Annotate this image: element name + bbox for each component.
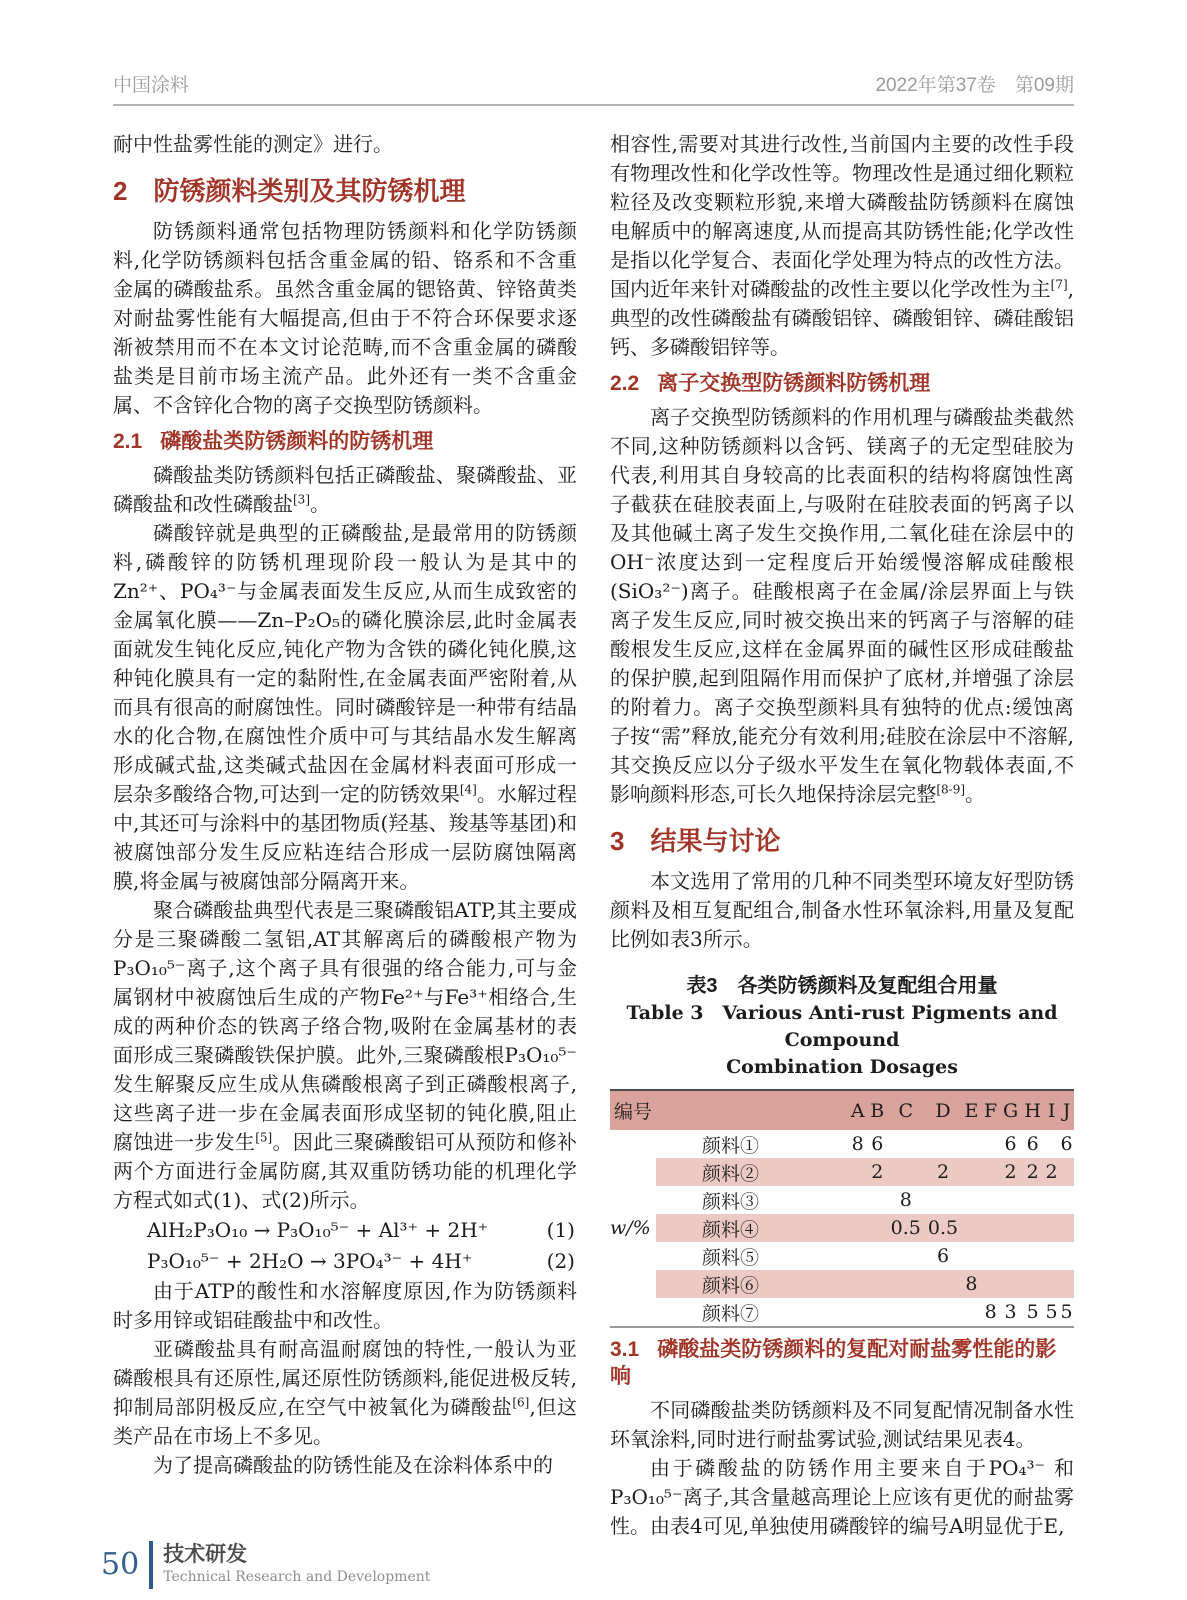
table3-dosage-cell: 6 <box>1060 1133 1073 1155</box>
table3-dosage-cell <box>1044 1270 1059 1298</box>
table3-dosage-cell: 5 <box>1060 1301 1073 1323</box>
section-number: 2.1 <box>113 430 143 453</box>
table3-column-header: E <box>962 1090 982 1130</box>
section-heading-3 <box>610 825 1074 857</box>
paragraph: 不同磷酸盐类防锈颜料及不同复配情况制备水性环氧涂料,同时进行耐盐雾试验,测试结果见表4。 <box>610 1398 1074 1451</box>
paragraph: 聚合磷酸盐典型代表是三聚磷酸铝ATP,其主要成分是三聚磷酸二氢铝,AT其解离后的磷酸根产物为P₃O₁₀⁵⁻离子,这个离子具有很强的络合能力,可与金属钢材中被腐蚀后生成的产物Fe²⁺与Fe³⁺相络合,生成的两种价态的铁离子络合物,吸附在金属基材的表面形成三聚磷酸铁保护膜。此外,三聚磷酸根P₃O₁₀⁵⁻发生解聚反应生成从焦磷酸根离子到正磷酸根离子,这些离子进一步在金属表面形成坚韧的钝化膜,阻止腐蚀进一步发生[5]。因此三聚磷酸铝可从预防和修补两个方面进行金属防腐,其双重防锈功能的机理化学方程式如式(1)、式(2)所示。 <box>113 898 578 1212</box>
table3-unit-spacer <box>610 1186 656 1214</box>
page-number: 50 <box>101 1547 140 1582</box>
table3-dosage-cell <box>981 1214 1000 1242</box>
table3-column-header: C <box>887 1090 924 1130</box>
table3-row <box>610 1298 1074 1327</box>
paragraph: 防锈颜料通常包括物理防锈颜料和化学防锈颜料,化学防锈颜料包括含重金属的铅、铬系和不含重金属的磷酸盐系。虽然含重金属的锶铬黄、锌铬黄类对耐盐雾性能有大幅提高,但由于不符合环保要求逐渐被禁用而不在本文讨论范畴,而不含重金属的磷酸盐类是目前市场主流产品。此外还有一类不含重金属、不含锌化合物的离子交换型防锈颜料。 <box>113 219 577 417</box>
section-number: 2 <box>113 176 128 206</box>
paragraph: 由于ATP的酸性和水溶解度原因,作为防锈颜料时多用锌或铝硅酸盐中和改性。 <box>113 1279 577 1332</box>
section-title: 磷酸盐类防锈颜料的复配对耐盐雾性能的影响 <box>610 1338 1057 1388</box>
equation-number: (1) <box>546 1218 575 1242</box>
table3-dosage-cell <box>867 1298 887 1327</box>
table3-row <box>610 1242 1074 1270</box>
table3-dosage-cell <box>867 1186 887 1214</box>
table3-row-label: 颜料④ <box>656 1214 848 1242</box>
table3-dosage-cell <box>887 1270 924 1298</box>
table3-column-header: A <box>848 1090 867 1130</box>
table3-dosage-cell <box>924 1130 961 1158</box>
table3-dosage-cell <box>981 1242 1000 1270</box>
table3-row-label: 颜料① <box>702 1134 760 1157</box>
table3-dosage-cell: 8 <box>962 1270 982 1298</box>
table3-dosage-cell <box>981 1270 1000 1298</box>
paragraph: 磷酸盐类防锈颜料包括正磷酸盐、聚磷酸盐、亚磷酸盐和改性磷酸盐[3]。 <box>113 463 577 516</box>
table3-title-cn: 表3 各类防锈颜料及复配组合用量 <box>686 975 998 997</box>
table3-dosage-cell <box>1044 1130 1059 1158</box>
table3-dosage-cell <box>887 1242 924 1270</box>
table3-dosage-cell <box>924 1270 961 1298</box>
table3-dosage-cell <box>1059 1270 1074 1298</box>
table3-dosage-cell <box>848 1270 867 1298</box>
equation-2 <box>113 1246 577 1277</box>
section-title: 离子交换型防锈颜料防锈机理 <box>657 372 931 395</box>
table3-dosage-cell <box>1044 1242 1059 1270</box>
table3-dosage-cell: 2 <box>1044 1158 1059 1186</box>
table3-column-header: D <box>924 1090 961 1130</box>
table3-dosage-cell <box>1021 1270 1044 1298</box>
table3-dosage-cell <box>981 1158 1000 1186</box>
table3-dosage-cell: 0.5 <box>924 1214 961 1242</box>
table3-dosage-cell <box>981 1130 1000 1158</box>
page-footer <box>101 1541 1074 1600</box>
table3-unit-spacer <box>610 1130 656 1158</box>
section-number: 3.1 <box>610 1338 640 1361</box>
section-number: 2.2 <box>610 372 640 395</box>
table3-dosage-cell <box>924 1298 961 1327</box>
table3-dosage-cell: 2 <box>924 1158 961 1186</box>
table3-dosage-cell: 8 <box>851 1133 864 1155</box>
table3-row <box>610 1186 1074 1214</box>
table3-dosage-cell: 3 <box>1004 1301 1017 1323</box>
section-heading-2-1 <box>113 428 577 455</box>
footer-section-block <box>163 1543 430 1587</box>
table3-row-label: 颜料⑦ <box>702 1302 760 1325</box>
table3-unit-spacer <box>610 1242 656 1270</box>
table3-header-label: 编号 <box>610 1090 848 1130</box>
table3-dosage-cell <box>1000 1214 1021 1242</box>
table3-column-header: B <box>867 1090 887 1130</box>
footer-divider-bar <box>149 1541 153 1589</box>
paragraph: 为了提高磷酸盐的防锈性能及在涂料体系中的 <box>153 1453 553 1477</box>
two-column-body <box>113 130 1074 1541</box>
table3-dosage-cell <box>1021 1186 1044 1214</box>
table3-dosage-cell <box>1000 1270 1021 1298</box>
table3-dosage-cell: 6 <box>1026 1133 1039 1155</box>
table3-unit-spacer <box>610 1270 656 1298</box>
paragraph: 磷酸锌就是典型的正磷酸盐,是最常用的防锈颜料,磷酸锌的防锈机理现阶段一般认为是其中的Zn²⁺、PO₄³⁻与金属表面发生反应,从而生成致密的金属氧化膜——Zn–P₂O₅的磷化膜涂层,此时金属表面就发生钝化反应,钝化产物为含铁的磷化钝化膜,这种钝化膜具有一定的黏附性,在金属表面严密附着,从而具有很高的耐腐蚀性。同时磷酸锌是一种带有结晶水的化合物,在腐蚀性介质中可与其结晶水发生解离形成碱式盐,这类碱式盐因在金属材料表面可形成一层杂多酸络合物,可达到一定的防锈效果[4]。水解过程中,其还可与涂料中的基团物质(羟基、羧基等基团)和被腐蚀部分发生反应粘连结合形成一层防腐蚀隔离膜,将金属与被腐蚀部分隔离开来。 <box>113 521 577 893</box>
section-heading-2 <box>113 175 577 207</box>
table3-row <box>610 1130 1074 1158</box>
paragraph: 本文选用了常用的几种不同类型环境友好型防锈颜料及相互复配组合,制备水性环氧涂料,用量及复配比例如表3所示。 <box>610 869 1074 951</box>
table3-dosage-cell <box>867 1242 887 1270</box>
table3-dosage-cell <box>887 1130 924 1158</box>
table3-dosage-cell <box>962 1298 982 1327</box>
section-heading-2-2 <box>610 370 1074 397</box>
section-title: 结果与讨论 <box>650 826 781 856</box>
issue-info: 2022年第37卷 第09期 <box>875 75 1074 96</box>
table3-dosage-cell: 5 <box>1026 1301 1039 1323</box>
right-column <box>610 130 1074 1541</box>
table3-column-header: J <box>1059 1090 1074 1130</box>
table3-dosage-cell: 2 <box>867 1158 887 1186</box>
table3-unit-spacer <box>610 1298 656 1327</box>
table3-title-en-line2: Combination Dosages <box>726 1056 958 1078</box>
table3-dosage-cell <box>848 1186 867 1214</box>
table3-dosage-cell: 6 <box>1004 1133 1017 1155</box>
table3-dosage-cell <box>887 1158 924 1186</box>
table3-dosage-cell <box>1059 1214 1074 1242</box>
section-heading-3-1 <box>610 1336 1074 1390</box>
table3-row <box>610 1270 1074 1298</box>
section-title: 防锈颜料类别及其防锈机理 <box>153 176 466 206</box>
table3-column-header: H <box>1021 1090 1044 1130</box>
equation-1 <box>113 1215 577 1246</box>
table3-dosage-cell <box>981 1186 1000 1214</box>
footer-section-en: Technical Research and Development <box>163 1569 431 1585</box>
table3-dosage-cell: 2 <box>1021 1158 1044 1186</box>
table3-dosage-cell <box>867 1270 887 1298</box>
table3-dosage-cell <box>887 1298 924 1327</box>
equation-number: (2) <box>546 1249 575 1273</box>
journal-title: 中国涂料 <box>113 75 190 96</box>
paragraph: 离子交换型防锈颜料的作用机理与磷酸盐类截然不同,这种防锈颜料以含钙、镁离子的无定型硅胶为代表,利用其自身较高的比表面积的结构将腐蚀性离子截获在硅胶表面上,与吸附在硅胶表面的钙离子以及其他碱土离子发生交换作用,二氧化硅在涂层中的OH⁻浓度达到一定程度后开始缓慢溶解成硅酸根(SiO₃²⁻)离子。硅酸根离子在金属/涂层界面上与铁离子发生反应,同时被交换出来的钙离子与溶解的硅酸根发生反应,这样在金属界面的碱性区形成硅酸盐的保护膜,起到阻隔作用而保护了底材,并增强了涂层的附着力。离子交换型颜料具有独特的优点:缓蚀离子按“需”释放,能充分有效利用;硅胶在涂层中不溶解,其交换反应以分子级水平发生在氧化物载体表面,不影响颜料形态,可长久地保持涂层完整[8-9]。 <box>610 405 1074 806</box>
table3-dosage-cell <box>1000 1242 1021 1270</box>
table3-dosage-cell <box>848 1158 867 1186</box>
table3-dosage-cell <box>1021 1214 1044 1242</box>
table3-row-label: 颜料⑥ <box>656 1270 848 1298</box>
table3-dosage-cell <box>1021 1242 1044 1270</box>
equation-expression: AlH₂P₃O₁₀ → P₃O₁₀⁵⁻ + Al³⁺ + 2H⁺ <box>147 1218 489 1242</box>
section-number: 3 <box>610 826 625 856</box>
paragraph-continuation: 耐中性盐雾性能的测定》进行。 <box>113 132 393 156</box>
table3-dosage-cell: 2 <box>1000 1158 1021 1186</box>
table3-dosage-cell <box>962 1242 982 1270</box>
table3-dosage-cell <box>848 1242 867 1270</box>
table3-dosage-cell: 0.5 <box>887 1214 924 1242</box>
table3-dosage-cell: 6 <box>871 1133 884 1155</box>
equation-expression: P₃O₁₀⁵⁻ + 2H₂O → 3PO₄³⁻ + 4H⁺ <box>147 1249 473 1273</box>
table3-column-header: F <box>981 1090 1000 1130</box>
table3-dosage-cell <box>962 1186 982 1214</box>
table3-dosage-cell <box>1044 1186 1059 1214</box>
footer-section-cn: 技术研发 <box>163 1543 248 1566</box>
paragraph: 亚磷酸盐具有耐高温耐腐蚀的特性,一般认为亚磷酸根具有还原性,属还原性防锈颜料,能促进极反转,抑制局部阴极反应,在空气中被氧化为磷酸盐[6],但这类产品在市场上不多见。 <box>113 1337 577 1448</box>
table3-dosage-cell <box>1000 1186 1021 1214</box>
table3-row-label: 颜料② <box>656 1158 848 1186</box>
table3-row <box>610 1214 1074 1242</box>
table3-row-label: 颜料⑤ <box>702 1246 760 1269</box>
table3-dosage-cell <box>962 1214 982 1242</box>
running-head <box>113 70 1074 106</box>
table3-dosage-cell: 5 <box>1045 1301 1058 1323</box>
table3-dosage-table <box>610 1089 1074 1328</box>
table3-title-en-line1: Table 3 Various Anti-rust Pigments and Compound <box>626 1002 1058 1051</box>
table3-row <box>610 1158 1074 1186</box>
table3-row-label: 颜料③ <box>702 1190 760 1213</box>
table3-unit-spacer <box>610 1158 656 1186</box>
table3-dosage-cell <box>1059 1158 1074 1186</box>
table3-dosage-cell <box>848 1298 867 1327</box>
table3-column-header: G <box>1000 1090 1021 1130</box>
table3-dosage-cell <box>924 1186 961 1214</box>
table3-dosage-cell <box>962 1158 982 1186</box>
table3-dosage-cell <box>867 1214 887 1242</box>
section-title: 磷酸盐类防锈颜料的防锈机理 <box>160 430 434 453</box>
table3-dosage-cell: 8 <box>984 1301 997 1323</box>
table3-dosage-cell <box>962 1130 982 1158</box>
table3-dosage-cell: 6 <box>936 1245 950 1267</box>
table3-dosage-cell <box>1059 1186 1074 1214</box>
left-column <box>113 130 577 1541</box>
table3-dosage-cell: 8 <box>899 1189 912 1211</box>
paragraph-continuation: 相容性,需要对其进行改性,当前国内主要的改性手段有物理改性和化学改性等。物理改性是通过细化颗粒粒径及改变颗粒形貌,来增大磷酸盐防锈颜料在腐蚀电解质中的解离速度,从而提高其防锈性能;化学改性是指以化学复合、表面化学处理为特点的改性方法。国内近年来针对磷酸盐的改性主要以化学改性为主[7],典型的改性磷酸盐有磷酸铝锌、磷酸钼锌、磷硅酸铝钙、多磷酸铝锌等。 <box>610 132 1074 359</box>
table3-dosage-cell <box>1044 1214 1059 1242</box>
table3-unit-label: w/% <box>610 1214 656 1242</box>
table3-header-row <box>610 1090 1074 1130</box>
paragraph: 由于磷酸盐的防锈作用主要来自于PO₄³⁻ 和P₃O₁₀⁵⁻离子,其含量越高理论上应该有更优的耐盐雾性。由表4可见,单独使用磷酸锌的编号A明显优于E, <box>610 1456 1074 1538</box>
table3-dosage-cell <box>1059 1242 1074 1270</box>
table3-column-header: I <box>1044 1090 1059 1130</box>
table3-dosage-cell <box>848 1214 867 1242</box>
